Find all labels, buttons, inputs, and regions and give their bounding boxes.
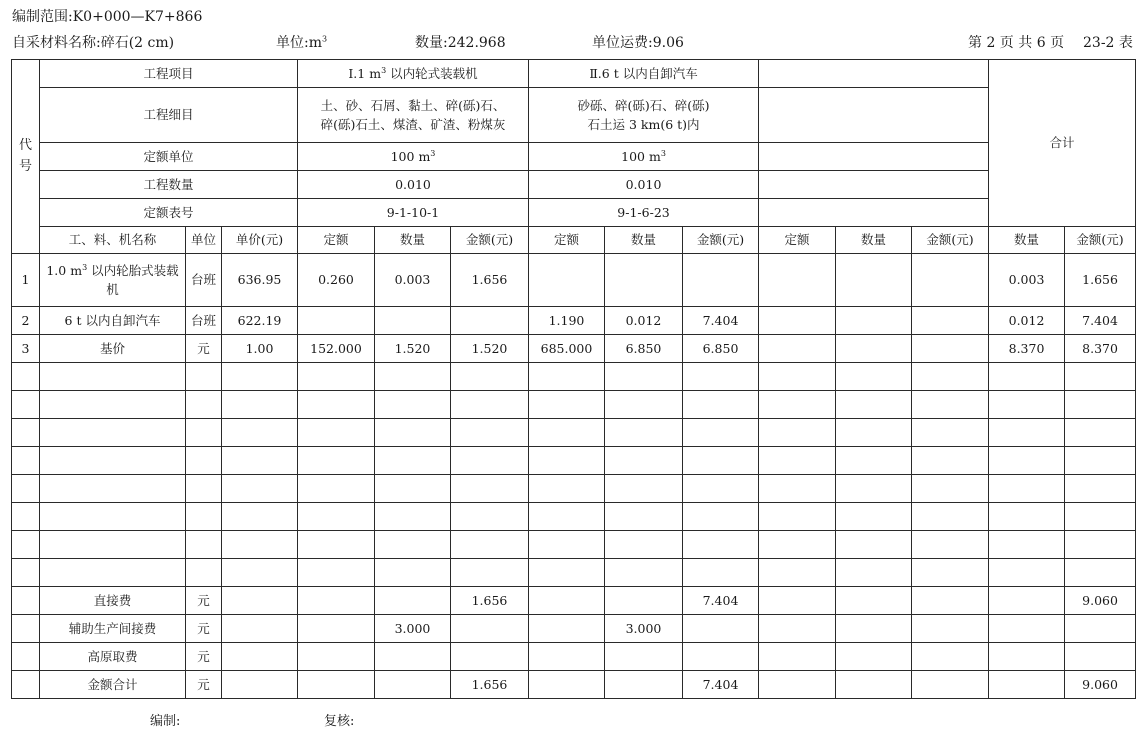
project-1-detail: 土、砂、石屑、黏土、碎(砾)石、 碎(砾)石土、煤渣、矿渣、粉煤灰 bbox=[298, 88, 529, 143]
empty-cell bbox=[186, 503, 222, 531]
empty-row bbox=[12, 447, 1136, 475]
empty-cell bbox=[683, 391, 759, 419]
empty-cell bbox=[989, 447, 1065, 475]
empty-row bbox=[12, 363, 1136, 391]
empty-cell bbox=[40, 447, 186, 475]
empty-cell bbox=[759, 531, 836, 559]
total-header: 合计 bbox=[989, 60, 1136, 227]
empty-cell bbox=[186, 391, 222, 419]
code-header: 代号 bbox=[12, 60, 40, 254]
empty-cell bbox=[12, 447, 40, 475]
summary-p2-amt: 7.404 bbox=[683, 587, 759, 615]
summary-p3-norm bbox=[759, 587, 836, 615]
empty-cell bbox=[836, 391, 912, 419]
row-price: 1.00 bbox=[222, 335, 298, 363]
project-3-unit bbox=[759, 143, 989, 171]
empty-cell bbox=[605, 503, 683, 531]
project-1-item: Ⅰ.1 $m^3$ 以内轮式装载机 bbox=[298, 60, 529, 88]
col-header-unit: 单位 bbox=[186, 227, 222, 254]
empty-cell bbox=[836, 503, 912, 531]
unit-info bbox=[276, 32, 327, 52]
empty-cell bbox=[40, 475, 186, 503]
empty-cell bbox=[298, 447, 375, 475]
row-p2-norm bbox=[529, 254, 605, 307]
project-2-item: Ⅱ.6 t 以内自卸汽车 bbox=[529, 60, 759, 88]
summary-total-qty bbox=[989, 587, 1065, 615]
row-p3-qty bbox=[836, 307, 912, 335]
empty-cell bbox=[186, 559, 222, 587]
empty-cell bbox=[222, 475, 298, 503]
summary-total-qty bbox=[989, 615, 1065, 643]
summary-p2-qty bbox=[605, 643, 683, 671]
col-header-p3-norm: 定额 bbox=[759, 227, 836, 254]
empty-cell bbox=[1065, 363, 1136, 391]
empty-cell bbox=[683, 475, 759, 503]
empty-cell bbox=[298, 559, 375, 587]
row-p3-norm bbox=[759, 254, 836, 307]
norm-unit-label: 定额单位 bbox=[40, 143, 298, 171]
row-code: 1 bbox=[12, 254, 40, 307]
col-header-price: 单价(元) bbox=[222, 227, 298, 254]
summary-p3-amt bbox=[912, 587, 989, 615]
empty-cell bbox=[375, 391, 451, 419]
empty-cell bbox=[605, 447, 683, 475]
col-header-p3-amt: 金额(元) bbox=[912, 227, 989, 254]
empty-cell bbox=[683, 447, 759, 475]
reviewed-by-label: 复核: bbox=[324, 714, 355, 729]
empty-cell bbox=[40, 559, 186, 587]
row-t-qty: 8.370 bbox=[989, 335, 1065, 363]
summary-row bbox=[12, 587, 1136, 615]
summary-row bbox=[12, 643, 1136, 671]
empty-cell bbox=[298, 475, 375, 503]
row-p3-qty bbox=[836, 254, 912, 307]
summary-row bbox=[12, 615, 1136, 643]
empty-cell bbox=[683, 419, 759, 447]
summary-code bbox=[12, 671, 40, 699]
empty-row bbox=[12, 419, 1136, 447]
empty-cell bbox=[298, 419, 375, 447]
empty-cell bbox=[683, 531, 759, 559]
empty-cell bbox=[451, 503, 529, 531]
summary-p3-amt bbox=[912, 671, 989, 699]
empty-cell bbox=[989, 503, 1065, 531]
row-p2-amt bbox=[683, 254, 759, 307]
empty-cell bbox=[298, 391, 375, 419]
empty-cell bbox=[912, 419, 989, 447]
summary-unit: 元 bbox=[186, 671, 222, 699]
summary-p1-qty bbox=[375, 587, 451, 615]
summary-total-qty bbox=[989, 643, 1065, 671]
empty-cell bbox=[605, 391, 683, 419]
empty-cell bbox=[1065, 391, 1136, 419]
freight-info: 单位运费:9.06 bbox=[592, 35, 684, 51]
summary-price bbox=[222, 587, 298, 615]
summary-p3-norm bbox=[759, 671, 836, 699]
row-p1-norm bbox=[298, 307, 375, 335]
project-2-unit: 100 $m^3$ bbox=[529, 143, 759, 171]
empty-cell bbox=[451, 475, 529, 503]
empty-cell bbox=[186, 419, 222, 447]
project-3-amount bbox=[759, 171, 989, 199]
empty-row bbox=[12, 503, 1136, 531]
summary-p3-qty bbox=[836, 643, 912, 671]
empty-cell bbox=[529, 391, 605, 419]
empty-cell bbox=[836, 559, 912, 587]
empty-cell bbox=[836, 475, 912, 503]
empty-cell bbox=[40, 419, 186, 447]
empty-cell bbox=[1065, 447, 1136, 475]
empty-cell bbox=[1065, 503, 1136, 531]
row-p1-amt bbox=[451, 307, 529, 335]
empty-cell bbox=[375, 503, 451, 531]
row-p2-qty: 0.012 bbox=[605, 307, 683, 335]
empty-cell bbox=[529, 475, 605, 503]
detail-label: 工程细目 bbox=[40, 88, 298, 143]
empty-cell bbox=[529, 419, 605, 447]
project-2-amount: 0.010 bbox=[529, 171, 759, 199]
col-header-p2-norm: 定额 bbox=[529, 227, 605, 254]
row-t-qty: 0.003 bbox=[989, 254, 1065, 307]
empty-cell bbox=[40, 363, 186, 391]
empty-cell bbox=[759, 363, 836, 391]
empty-row bbox=[12, 531, 1136, 559]
empty-cell bbox=[529, 531, 605, 559]
row-name: 基价 bbox=[40, 335, 186, 363]
empty-cell bbox=[186, 447, 222, 475]
table-row bbox=[12, 307, 1136, 335]
summary-p1-norm bbox=[298, 671, 375, 699]
row-p2-amt: 6.850 bbox=[683, 335, 759, 363]
empty-cell bbox=[375, 363, 451, 391]
summary-price bbox=[222, 671, 298, 699]
summary-unit: 元 bbox=[186, 643, 222, 671]
work-amount-label: 工程数量 bbox=[40, 171, 298, 199]
quantity-info: 数量:242.968 bbox=[415, 35, 506, 51]
summary-p2-amt: 7.404 bbox=[683, 671, 759, 699]
empty-cell bbox=[451, 447, 529, 475]
row-p1-norm: 0.260 bbox=[298, 254, 375, 307]
summary-p3-amt bbox=[912, 615, 989, 643]
empty-cell bbox=[912, 531, 989, 559]
project-3-norm-no bbox=[759, 199, 989, 227]
project-1-norm-no: 9-1-10-1 bbox=[298, 199, 529, 227]
scope-line: 编制范围:K0+000—K7+866 bbox=[12, 9, 203, 25]
empty-cell bbox=[375, 531, 451, 559]
empty-cell bbox=[605, 559, 683, 587]
empty-cell bbox=[12, 531, 40, 559]
summary-p2-amt bbox=[683, 643, 759, 671]
summary-p3-qty bbox=[836, 671, 912, 699]
summary-p1-amt: 1.656 bbox=[451, 587, 529, 615]
empty-cell bbox=[912, 559, 989, 587]
summary-name: 直接费 bbox=[40, 587, 186, 615]
empty-cell bbox=[989, 559, 1065, 587]
row-p3-norm bbox=[759, 307, 836, 335]
unit-label: 单位:m bbox=[276, 35, 322, 51]
summary-price bbox=[222, 615, 298, 643]
empty-cell bbox=[989, 475, 1065, 503]
row-p2-norm: 685.000 bbox=[529, 335, 605, 363]
summary-p2-norm bbox=[529, 587, 605, 615]
empty-cell bbox=[989, 363, 1065, 391]
summary-p1-norm bbox=[298, 587, 375, 615]
empty-cell bbox=[12, 419, 40, 447]
row-t-amt: 8.370 bbox=[1065, 335, 1136, 363]
empty-cell bbox=[529, 559, 605, 587]
col-header-p2-qty: 数量 bbox=[605, 227, 683, 254]
summary-p1-amt: 1.656 bbox=[451, 671, 529, 699]
row-unit: 台班 bbox=[186, 254, 222, 307]
empty-cell bbox=[912, 475, 989, 503]
col-header-p1-amt: 金额(元) bbox=[451, 227, 529, 254]
empty-cell bbox=[222, 559, 298, 587]
empty-cell bbox=[12, 503, 40, 531]
row-p3-qty bbox=[836, 335, 912, 363]
empty-cell bbox=[222, 391, 298, 419]
col-header-total-amt: 金额(元) bbox=[1065, 227, 1136, 254]
prepared-by-label: 编制: bbox=[150, 714, 181, 729]
empty-cell bbox=[683, 503, 759, 531]
col-header-p3-qty: 数量 bbox=[836, 227, 912, 254]
empty-cell bbox=[836, 419, 912, 447]
empty-cell bbox=[222, 503, 298, 531]
empty-cell bbox=[1065, 531, 1136, 559]
summary-p3-qty bbox=[836, 587, 912, 615]
summary-unit: 元 bbox=[186, 615, 222, 643]
empty-cell bbox=[12, 363, 40, 391]
empty-cell bbox=[40, 531, 186, 559]
empty-cell bbox=[529, 363, 605, 391]
summary-p3-norm bbox=[759, 643, 836, 671]
empty-cell bbox=[222, 363, 298, 391]
col-header-name: 工、料、机名称 bbox=[40, 227, 186, 254]
empty-cell bbox=[683, 559, 759, 587]
empty-cell bbox=[989, 531, 1065, 559]
table-number: 23-2 表 bbox=[1083, 35, 1133, 51]
col-header-p2-amt: 金额(元) bbox=[683, 227, 759, 254]
summary-total-amt: 9.060 bbox=[1065, 587, 1136, 615]
summary-p2-qty bbox=[605, 671, 683, 699]
project-2-detail: 砂砾、碎(砾)石、碎(砾) 石土运 3 km(6 t)内 bbox=[529, 88, 759, 143]
page-info: 第 2 页 共 6 页 bbox=[968, 35, 1065, 51]
project-3-detail bbox=[759, 88, 989, 143]
summary-code bbox=[12, 615, 40, 643]
empty-cell bbox=[222, 531, 298, 559]
empty-cell bbox=[912, 447, 989, 475]
empty-cell bbox=[298, 503, 375, 531]
row-price: 636.95 bbox=[222, 254, 298, 307]
row-p2-qty bbox=[605, 254, 683, 307]
summary-code bbox=[12, 643, 40, 671]
row-p1-amt: 1.520 bbox=[451, 335, 529, 363]
summary-p3-amt bbox=[912, 643, 989, 671]
empty-cell bbox=[759, 419, 836, 447]
row-unit: 元 bbox=[186, 335, 222, 363]
summary-p1-amt bbox=[451, 643, 529, 671]
empty-cell bbox=[836, 531, 912, 559]
summary-code bbox=[12, 587, 40, 615]
summary-total-amt: 9.060 bbox=[1065, 671, 1136, 699]
material-name: 自采材料名称:碎石(2 cm) bbox=[12, 35, 175, 51]
empty-cell bbox=[12, 391, 40, 419]
project-3-item bbox=[759, 60, 989, 88]
unit-sup: 3 bbox=[322, 34, 328, 44]
project-label: 工程项目 bbox=[40, 60, 298, 88]
summary-p2-norm bbox=[529, 671, 605, 699]
empty-cell bbox=[759, 503, 836, 531]
empty-cell bbox=[40, 391, 186, 419]
row-t-amt: 7.404 bbox=[1065, 307, 1136, 335]
summary-total-amt bbox=[1065, 643, 1136, 671]
empty-cell bbox=[375, 447, 451, 475]
row-code: 2 bbox=[12, 307, 40, 335]
summary-price bbox=[222, 643, 298, 671]
summary-p1-norm bbox=[298, 643, 375, 671]
summary-row bbox=[12, 671, 1136, 699]
empty-cell bbox=[12, 559, 40, 587]
empty-cell bbox=[989, 419, 1065, 447]
empty-cell bbox=[186, 363, 222, 391]
summary-p2-qty: 3.000 bbox=[605, 615, 683, 643]
empty-cell bbox=[1065, 475, 1136, 503]
row-p3-norm bbox=[759, 335, 836, 363]
summary-p1-amt bbox=[451, 615, 529, 643]
row-price: 622.19 bbox=[222, 307, 298, 335]
row-p2-norm: 1.190 bbox=[529, 307, 605, 335]
summary-p1-qty: 3.000 bbox=[375, 615, 451, 643]
empty-cell bbox=[375, 475, 451, 503]
summary-unit: 元 bbox=[186, 587, 222, 615]
row-p3-amt bbox=[912, 307, 989, 335]
row-p1-qty: 0.003 bbox=[375, 254, 451, 307]
empty-row bbox=[12, 391, 1136, 419]
row-p1-qty: 1.520 bbox=[375, 335, 451, 363]
empty-cell bbox=[186, 531, 222, 559]
row-p1-norm: 152.000 bbox=[298, 335, 375, 363]
empty-cell bbox=[451, 391, 529, 419]
row-name: 1.0 $m^3$ 以内轮胎式装载机 bbox=[40, 254, 186, 307]
row-t-amt: 1.656 bbox=[1065, 254, 1136, 307]
row-p2-amt: 7.404 bbox=[683, 307, 759, 335]
empty-cell bbox=[298, 531, 375, 559]
row-p3-amt bbox=[912, 335, 989, 363]
col-header-total-qty: 数量 bbox=[989, 227, 1065, 254]
row-p2-qty: 6.850 bbox=[605, 335, 683, 363]
row-code: 3 bbox=[12, 335, 40, 363]
empty-cell bbox=[605, 531, 683, 559]
row-unit: 台班 bbox=[186, 307, 222, 335]
summary-p2-qty bbox=[605, 587, 683, 615]
empty-cell bbox=[759, 559, 836, 587]
summary-p3-qty bbox=[836, 615, 912, 643]
empty-cell bbox=[451, 559, 529, 587]
summary-p3-norm bbox=[759, 615, 836, 643]
empty-cell bbox=[605, 363, 683, 391]
cost-table bbox=[11, 59, 1136, 699]
project-1-amount: 0.010 bbox=[298, 171, 529, 199]
empty-cell bbox=[375, 419, 451, 447]
summary-name: 金额合计 bbox=[40, 671, 186, 699]
empty-cell bbox=[451, 419, 529, 447]
col-header-p1-norm: 定额 bbox=[298, 227, 375, 254]
empty-cell bbox=[683, 363, 759, 391]
summary-name: 辅助生产间接费 bbox=[40, 615, 186, 643]
summary-total-amt bbox=[1065, 615, 1136, 643]
empty-cell bbox=[912, 391, 989, 419]
empty-cell bbox=[40, 503, 186, 531]
empty-cell bbox=[912, 363, 989, 391]
empty-row bbox=[12, 475, 1136, 503]
column-header-row bbox=[12, 227, 1136, 254]
empty-cell bbox=[451, 363, 529, 391]
row-t-qty: 0.012 bbox=[989, 307, 1065, 335]
row-name: 6 t 以内自卸汽车 bbox=[40, 307, 186, 335]
empty-cell bbox=[759, 391, 836, 419]
empty-cell bbox=[186, 475, 222, 503]
empty-cell bbox=[1065, 559, 1136, 587]
row-p1-qty bbox=[375, 307, 451, 335]
empty-cell bbox=[836, 447, 912, 475]
summary-p2-amt bbox=[683, 615, 759, 643]
empty-cell bbox=[759, 447, 836, 475]
empty-cell bbox=[989, 391, 1065, 419]
summary-name: 高原取费 bbox=[40, 643, 186, 671]
empty-cell bbox=[375, 559, 451, 587]
empty-cell bbox=[529, 447, 605, 475]
empty-cell bbox=[1065, 419, 1136, 447]
project-2-norm-no: 9-1-6-23 bbox=[529, 199, 759, 227]
table-row bbox=[12, 254, 1136, 307]
table-row bbox=[12, 335, 1136, 363]
summary-p1-qty bbox=[375, 671, 451, 699]
empty-cell bbox=[222, 447, 298, 475]
empty-cell bbox=[759, 475, 836, 503]
col-header-p1-qty: 数量 bbox=[375, 227, 451, 254]
empty-cell bbox=[605, 419, 683, 447]
summary-p1-norm bbox=[298, 615, 375, 643]
project-1-unit: 100 $m^3$ bbox=[298, 143, 529, 171]
empty-cell bbox=[222, 419, 298, 447]
empty-cell bbox=[836, 363, 912, 391]
summary-p1-qty bbox=[375, 643, 451, 671]
summary-p2-norm bbox=[529, 615, 605, 643]
empty-cell bbox=[605, 475, 683, 503]
empty-cell bbox=[529, 503, 605, 531]
empty-cell bbox=[12, 475, 40, 503]
empty-cell bbox=[912, 503, 989, 531]
summary-p2-norm bbox=[529, 643, 605, 671]
row-p3-amt bbox=[912, 254, 989, 307]
empty-row bbox=[12, 559, 1136, 587]
empty-cell bbox=[451, 531, 529, 559]
summary-total-qty bbox=[989, 671, 1065, 699]
row-p1-amt: 1.656 bbox=[451, 254, 529, 307]
norm-table-label: 定额表号 bbox=[40, 199, 298, 227]
empty-cell bbox=[298, 363, 375, 391]
